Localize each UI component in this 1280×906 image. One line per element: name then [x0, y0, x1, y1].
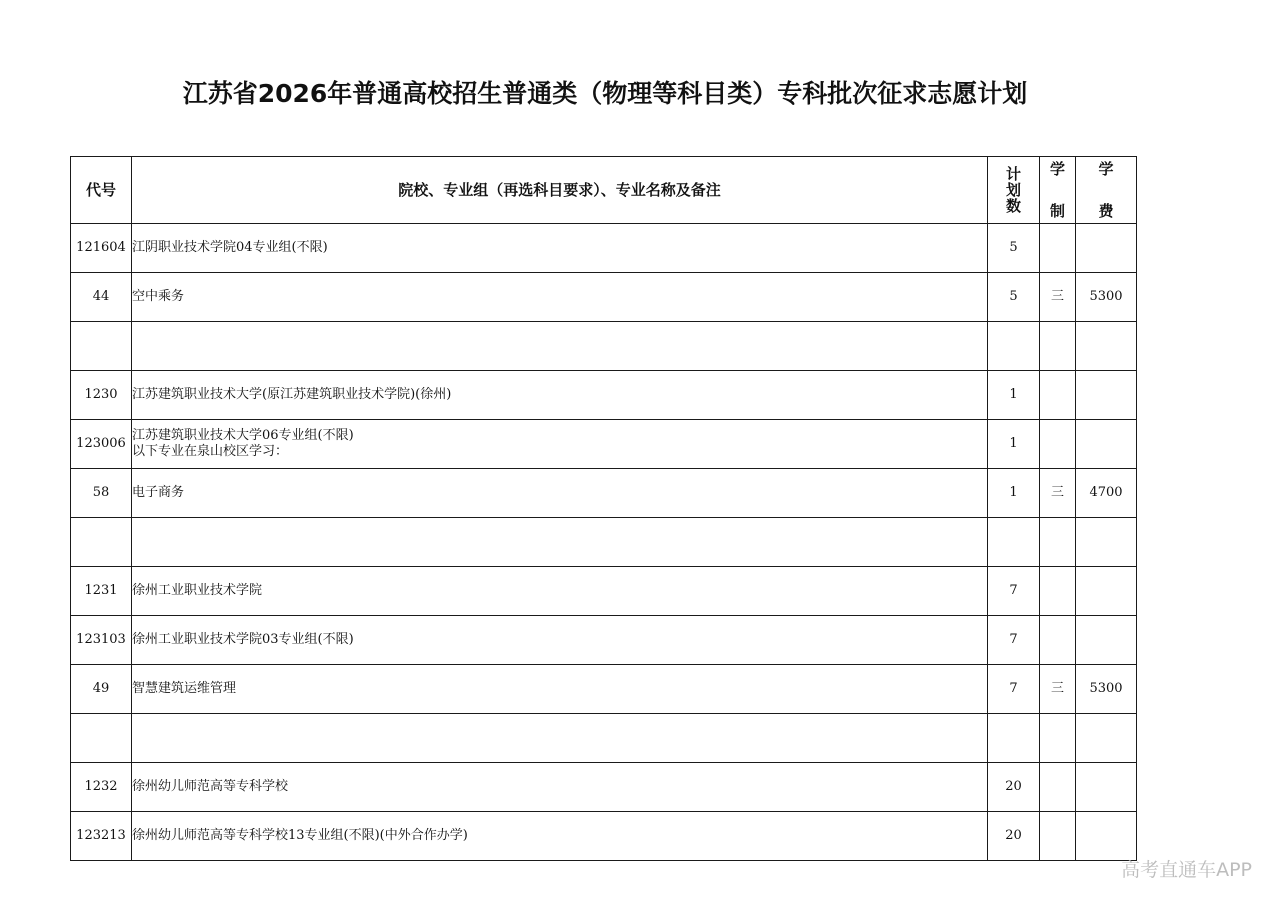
row-name: 江阴职业技术学院04专业组(不限) — [132, 240, 328, 255]
row-name: 徐州幼儿师范高等专科学校13专业组(不限)(中外合作办学) — [132, 828, 468, 843]
row-name: 徐州工业职业技术学院 — [132, 583, 263, 598]
header-fee-char-2: 费 — [1098, 202, 1114, 220]
row-fee — [1076, 763, 1137, 812]
row-code: 1230 — [71, 371, 132, 420]
row-code: 44 — [71, 273, 132, 322]
row-name: 徐州幼儿师范高等专科学校 — [132, 779, 289, 794]
row-name: 电子商务 — [132, 485, 185, 500]
row-plan-count: 7 — [988, 567, 1040, 616]
row-plan-count: 7 — [988, 665, 1040, 714]
row-name: 江苏建筑职业技术大学(原江苏建筑职业技术学院)(徐州) — [132, 387, 452, 402]
table-row — [71, 518, 1137, 567]
row-duration — [1040, 224, 1076, 273]
row-fee — [1076, 420, 1137, 469]
row-name-cell — [132, 567, 988, 616]
row-code: 123006 — [71, 420, 132, 469]
row-plan-count — [988, 714, 1040, 763]
row-code: 58 — [71, 469, 132, 518]
row-name-cell — [132, 616, 988, 665]
row-duration — [1040, 518, 1076, 567]
row-code: 121604 — [71, 224, 132, 273]
row-plan-count: 5 — [988, 273, 1040, 322]
table-row — [71, 812, 1137, 861]
row-code: 123103 — [71, 616, 132, 665]
row-note: 以下专业在泉山校区学习： — [132, 444, 289, 459]
row-fee — [1076, 322, 1137, 371]
row-duration — [1040, 714, 1076, 763]
table-row — [71, 420, 1137, 469]
row-code: 123213 — [71, 812, 132, 861]
row-code: 1231 — [71, 567, 132, 616]
header-name: 院校、专业组（再选科目要求）、专业名称及备注 — [132, 157, 988, 224]
row-duration — [1040, 763, 1076, 812]
row-duration — [1040, 322, 1076, 371]
row-name-cell — [132, 518, 988, 567]
row-code — [71, 714, 132, 763]
watermark: 高考直通车APP — [1121, 859, 1252, 881]
row-duration — [1040, 812, 1076, 861]
table-header-row — [71, 157, 1137, 224]
table-row — [71, 371, 1137, 420]
header-fee — [1076, 157, 1137, 224]
row-fee — [1076, 371, 1137, 420]
header-code: 代号 — [71, 157, 132, 224]
row-name-cell — [132, 322, 988, 371]
row-fee — [1076, 224, 1137, 273]
table-row — [71, 714, 1137, 763]
row-plan-count: 1 — [988, 371, 1040, 420]
row-plan-count — [988, 322, 1040, 371]
row-fee — [1076, 714, 1137, 763]
row-code — [71, 322, 132, 371]
row-fee: 5300 — [1076, 273, 1137, 322]
row-name-cell — [132, 812, 988, 861]
row-code — [71, 518, 132, 567]
header-duration-char-2: 制 — [1049, 202, 1065, 220]
row-name: 空中乘务 — [132, 289, 185, 304]
row-plan-count: 7 — [988, 616, 1040, 665]
header-plan-char-2: 划 — [1005, 181, 1021, 199]
row-duration: 三 — [1040, 469, 1076, 518]
row-name-cell — [132, 420, 988, 469]
row-plan-count — [988, 518, 1040, 567]
table-row — [71, 469, 1137, 518]
row-plan-count: 5 — [988, 224, 1040, 273]
row-plan-count: 1 — [988, 469, 1040, 518]
table-body — [71, 224, 1137, 861]
table-row — [71, 616, 1137, 665]
row-duration — [1040, 616, 1076, 665]
header-plan-count — [988, 157, 1040, 224]
table-row — [71, 763, 1137, 812]
header-plan-char-1: 计 — [1005, 165, 1021, 183]
page-title: 江苏省2026年普通高校招生普通类（物理等科目类）专科批次征求志愿计划 — [182, 79, 1028, 108]
row-name-cell — [132, 763, 988, 812]
row-plan-count: 20 — [988, 763, 1040, 812]
row-name: 江苏建筑职业技术大学06专业组(不限) — [132, 428, 354, 443]
table-row — [71, 273, 1137, 322]
row-name-cell — [132, 371, 988, 420]
header-duration-char-1: 学 — [1049, 160, 1065, 178]
row-name-cell — [132, 469, 988, 518]
table-row — [71, 224, 1137, 273]
row-code: 1232 — [71, 763, 132, 812]
table-row — [71, 567, 1137, 616]
row-duration — [1040, 371, 1076, 420]
row-fee: 5300 — [1076, 665, 1137, 714]
row-fee: 4700 — [1076, 469, 1137, 518]
header-duration — [1040, 157, 1076, 224]
header-plan-char-3: 数 — [1005, 197, 1021, 215]
row-fee — [1076, 812, 1137, 861]
row-duration: 三 — [1040, 273, 1076, 322]
enrollment-plan-table — [70, 156, 1137, 861]
row-duration — [1040, 567, 1076, 616]
row-name-cell — [132, 665, 988, 714]
row-name-cell — [132, 714, 988, 763]
table-row — [71, 322, 1137, 371]
row-name: 徐州工业职业技术学院03专业组(不限) — [132, 632, 354, 647]
row-plan-count: 1 — [988, 420, 1040, 469]
row-fee — [1076, 567, 1137, 616]
table-row — [71, 665, 1137, 714]
row-name-cell — [132, 273, 988, 322]
row-name-cell — [132, 224, 988, 273]
header-fee-char-1: 学 — [1098, 160, 1114, 178]
row-code: 49 — [71, 665, 132, 714]
row-fee — [1076, 616, 1137, 665]
row-duration: 三 — [1040, 665, 1076, 714]
row-duration — [1040, 420, 1076, 469]
row-name: 智慧建筑运维管理 — [132, 681, 237, 696]
row-plan-count: 20 — [988, 812, 1040, 861]
row-fee — [1076, 518, 1137, 567]
